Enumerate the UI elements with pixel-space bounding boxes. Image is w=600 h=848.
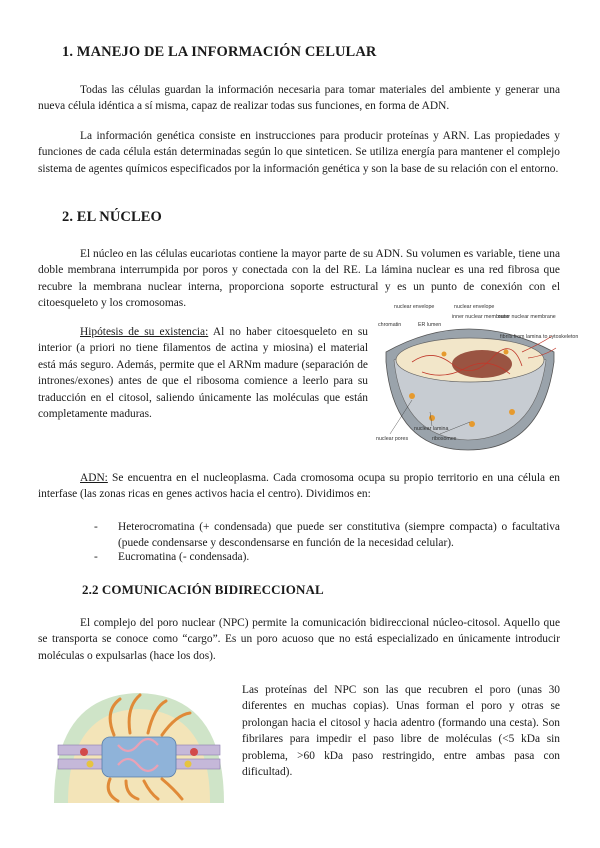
adn-text: Se encuentra en el nucleoplasma. Cada cromosoma ocupa su propio territorio en una célula en interfase (las zonas ricas en genes activos hacia el centro). Dividimos en: — [38, 472, 560, 501]
label-nuclear-pores: nuclear pores — [376, 436, 409, 442]
membrane-protein — [190, 748, 198, 756]
hypothesis-paragraph — [38, 324, 368, 422]
label-er-lumen: ER lumen — [418, 322, 442, 328]
label-ribosomes: ribosomes — [432, 436, 457, 442]
membrane-protein — [185, 761, 192, 768]
section-2-2-paragraph-1: El complejo del poro nuclear (NPC) permite la comunicación bidireccional núcleo-citosol. Aquello que se transporta se conoce como “cargo”. Es un poro acuoso que no está especializado en únicamente introducir moléculas o expulsarlas (hace los dos). — [38, 617, 560, 662]
hypothesis-text: Al no haber citoesqueleto en su interior (a priori no tiene filamentos de actina y miosina) el material está más seguro. Además, permite que el ARNm madure (separación de intrones/exones) antes de que el ribosoma comience a leerlo para su traducción en el citosol, saliendo únicamente las moléculas que están completamente maduras. — [38, 326, 368, 421]
section-1-paragraph-1: Todas las células guardan la información necesaria para tomar materiales del ambiente y generar una nueva célula idéntica a sí misma, capaz de realizar todas sus funciones, en forma de ADN. — [38, 84, 560, 113]
hypothesis-label: Hipótesis de su existencia: — [80, 326, 209, 338]
nuclear-pore — [504, 350, 509, 355]
label-nuclear-lamina: nuclear lamina — [414, 426, 449, 432]
nucleolus-shape — [452, 350, 512, 378]
label-chromatin: chromatin — [378, 322, 402, 328]
label-outer-membrane: outer nuclear membrane — [498, 314, 556, 320]
label-nuclear-envelope-2: nuclear envelope — [454, 304, 495, 310]
label-fibrils: fibrils from lamina to cytoskeleton — [500, 334, 579, 340]
adn-label: ADN: — [80, 472, 108, 484]
bullet-heterocromatina: - Heterocromatina (+ condensada) que puede ser constitutiva (siempre compacta) o facultativa (puede condensarse y descondensarse en función de la necesidad celular). — [94, 521, 560, 550]
nuclear-pore — [442, 352, 447, 357]
label-nuclear-envelope: nuclear envelope — [394, 304, 435, 310]
label-inner-membrane: inner nuclear membrane — [452, 314, 510, 320]
section-2-2-paragraph-2: Las proteínas del NPC son las que recubren el poro (unas 30 diferentes en muchas copias). Unas forman el poro y otras se prolongan hacia el citosol y hacia adentro (formando una cesta). Son fibrilares para impedir el paso libre de moléculas (<5 kDa sin problema, >60 kDa paso restringido, entre ambas pasa con dificultad). — [242, 684, 560, 779]
adn-paragraph — [38, 470, 560, 503]
nuclear-pore — [429, 415, 435, 421]
section-1-paragraph-2: La información genética consiste en instrucciones para producir proteínas y ARN. Las propiedades y funciones de cada célula están determinadas según lo que sinteticen. Se utiliza energía para mantener el complejo sistema de agentes químicos especificados por la información genética y son la base de su relación con el entorno. — [38, 130, 560, 175]
membrane-protein — [87, 761, 94, 768]
bullet-eucromatina: - Eucromatina (- condensada). — [94, 551, 250, 563]
section-2-2-title: 2.2 COMUNICACIÓN BIDIRECCIONAL — [82, 582, 324, 597]
nucleus-diagram — [372, 302, 579, 454]
nuclear-pore — [509, 409, 515, 415]
membrane-protein — [80, 748, 88, 756]
section-2-title: 2. EL NÚCLEO — [62, 209, 162, 225]
section-2-paragraph-1: El núcleo en las células eucariotas contiene la mayor parte de su ADN. Su volumen es variable, tiene una doble membrana interrumpida por poros y conectada con la del RE. La lámina nuclear es una red fibrosa que recubre la membrana nuclear interna, proporciona soporte estructural y es un punto de conexión con el citoesqueleto y los cromosomas. — [38, 248, 560, 310]
npc-diagram — [44, 685, 234, 803]
section-1-title: 1. MANEJO DE LA INFORMACIÓN CELULAR — [62, 44, 377, 60]
nuclear-pore — [409, 393, 415, 399]
